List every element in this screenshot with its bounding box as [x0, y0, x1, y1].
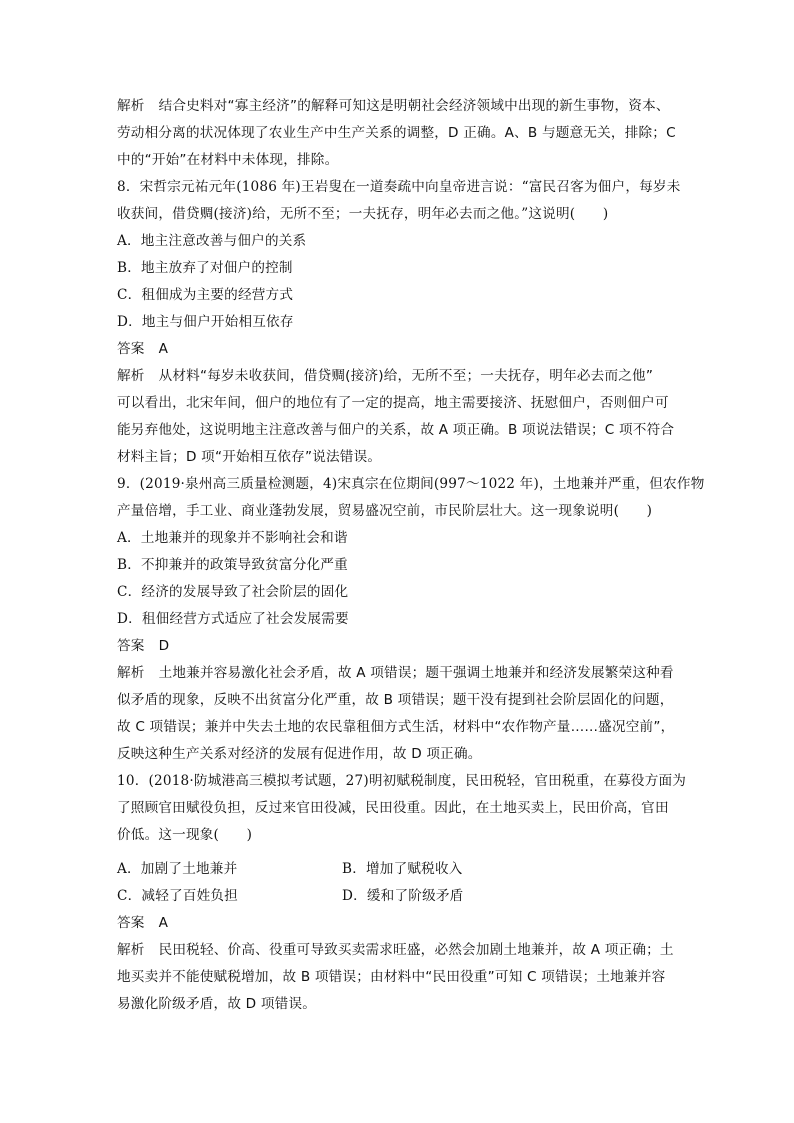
explanation-10-line-2 — [117, 968, 677, 986]
explanation-text: 反映这种生产关系对经济的发展有促进作用，故 D 项正确。 — [117, 746, 482, 762]
explanation-label: 解析 — [117, 665, 145, 681]
question-8-option-d — [117, 313, 677, 331]
question-10-options-row-1 — [117, 860, 677, 878]
option-text: A．土地兼并的现象并不影响社会和谐 — [117, 530, 348, 546]
question-9-stem-line-1 — [117, 475, 705, 493]
explanation-text: 能另弃他处，这说明地主注意改善与佃户的关系，故 A 项正确。B 项说法错误；C 项不符合 — [117, 422, 675, 438]
question-9-answer — [117, 637, 677, 655]
question-text: 9．(2019·泉州高三质量检测题，4)宋真宗在位期间(997～1022 年)，土地兼并严重，但农作物 — [117, 476, 705, 492]
explanation-9-line-1 — [117, 664, 677, 682]
explanation-9-line-4 — [117, 745, 677, 763]
answer-value: D — [158, 638, 170, 654]
question-8-stem-line-2 — [117, 205, 677, 223]
explanation-text: 土地兼并容易激化社会矛盾，故 A 项错误；题干强调土地兼并和经济发展繁荣这种看 — [158, 665, 674, 681]
answer-label: 答案 — [117, 638, 145, 654]
question-8-option-a — [117, 232, 677, 250]
question-10-stem-line-3 — [117, 826, 677, 844]
question-10-option-a: A．加剧了土地兼并 — [117, 861, 238, 877]
question-8-option-c — [117, 286, 677, 304]
explanation-label: 解析 — [117, 368, 145, 384]
explanation-8-line-4 — [117, 448, 677, 466]
question-10-answer — [117, 914, 677, 932]
question-text: 价低。这一现象( ) — [117, 827, 253, 843]
question-8-stem-line-1 — [117, 178, 681, 196]
question-9-option-d — [117, 610, 677, 628]
option-text: C．经济的发展导致了社会阶层的固化 — [117, 584, 349, 600]
explanation-text: 从材料“每岁未收获间，借贷赒(接济)给，无所不至；一夫抚存，明年必去而之他” — [158, 368, 654, 384]
question-9-option-b — [117, 556, 677, 574]
option-text: D．地主与佃户开始相互依存 — [117, 314, 294, 330]
explanation-7-line-1 — [117, 97, 677, 115]
explanation-label: 解析 — [117, 942, 145, 958]
explanation-7-line-2 — [117, 124, 677, 142]
question-text: 收获间，借贷赒(接济)给，无所不至；一夫抚存，明年必去而之他。”这说明( ) — [117, 206, 609, 222]
answer-value: A — [158, 341, 169, 357]
explanation-text: 劳动相分离的状况体现了农业生产中生产关系的调整，D 正确。A、B 与题意无关，排除；C — [117, 125, 676, 141]
question-text: 产量倍增，手工业、商业蓬勃发展，贸易盛况空前，市民阶层壮大。这一现象说明( ) — [117, 503, 653, 519]
answer-value: A — [158, 915, 169, 931]
option-text: B．地主放弃了对佃户的控制 — [117, 260, 293, 276]
answer-label: 答案 — [117, 915, 145, 931]
explanation-text: 地买卖并不能使赋税增加，故 B 项错误；由材料中“民田役重”可知 C 项错误；土地兼并容 — [117, 969, 666, 985]
explanation-8-line-3 — [117, 421, 677, 439]
question-8-option-b — [117, 259, 677, 277]
question-10-stem-line-2 — [117, 799, 677, 817]
explanation-8-line-1 — [117, 367, 677, 385]
question-10-options-row-2 — [117, 887, 677, 905]
explanation-text: 材料主旨；D 项“开始相互依存”说法错误。 — [117, 449, 382, 465]
explanation-10-line-3 — [117, 995, 677, 1013]
explanation-text: 结合史料对“寡主经济”的解释可知这是明朝社会经济领域中出现的新生事物，资本、 — [158, 98, 670, 114]
option-text: D．租佃经营方式适应了社会发展需要 — [117, 611, 349, 627]
option-text: C．租佃成为主要的经营方式 — [117, 287, 294, 303]
option-text: B．不抑兼并的政策导致贫富分化严重 — [117, 557, 348, 573]
explanation-7-line-3 — [117, 151, 677, 169]
question-9-option-a — [117, 529, 677, 547]
question-10-option-d: D．缓和了阶级矛盾 — [342, 888, 464, 904]
question-8-answer — [117, 340, 677, 358]
question-text: 8．宋哲宗元祐元年(1086 年)王岩叟在一道奏疏中向皇帝进言说：“富民召客为佃户，每岁未 — [117, 179, 681, 195]
question-10-stem-line-1 — [117, 772, 687, 790]
question-text: 10．(2018·防城港高三模拟考试题，27)明初赋税制度，民田税轻，官田税重，在募役方面为 — [117, 773, 687, 789]
explanation-label: 解析 — [117, 98, 145, 114]
question-text: 了照顾官田赋役负担，反过来官田役减，民田役重。因此，在土地买卖上，民田价高，官田 — [117, 800, 669, 816]
explanation-text: 故 C 项错误；兼并中失去土地的农民靠租佃方式生活，材料中“农作物产量……盛况空前”， — [117, 719, 675, 735]
explanation-8-line-2 — [117, 394, 677, 412]
question-9-stem-line-2 — [117, 502, 677, 520]
question-10-option-c: C．减轻了百姓负担 — [117, 888, 238, 904]
explanation-10-line-1 — [117, 941, 677, 959]
explanation-9-line-2 — [117, 691, 677, 709]
question-10-option-b: B．增加了赋税收入 — [342, 861, 463, 877]
explanation-9-line-3 — [117, 718, 677, 736]
explanation-text: 似矛盾的现象，反映不出贫富分化严重，故 B 项错误；题干没有提到社会阶层固化的问题， — [117, 692, 674, 708]
explanation-text: 民田税轻、价高、役重可导致买卖需求旺盛，必然会加剧土地兼并，故 A 项正确；土 — [158, 942, 674, 958]
answer-label: 答案 — [117, 341, 145, 357]
explanation-text: 可以看出，北宋年间，佃户的地位有了一定的提高，地主需要接济、抚慰佃户，否则佃户可 — [117, 395, 669, 411]
option-text: A．地主注意改善与佃户的关系 — [117, 233, 307, 249]
explanation-text: 易激化阶级矛盾，故 D 项错误。 — [117, 996, 317, 1012]
explanation-text: 中的“开始”在材料中未体现，排除。 — [117, 152, 339, 168]
question-9-option-c — [117, 583, 677, 601]
